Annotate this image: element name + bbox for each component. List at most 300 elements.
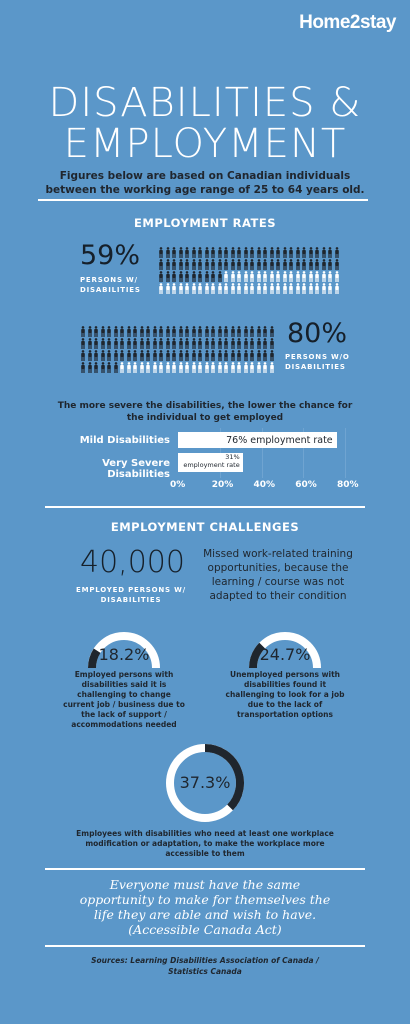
axis-tick-label: 40% xyxy=(253,480,276,490)
person-icon xyxy=(223,334,229,345)
person-icon xyxy=(184,334,190,345)
person-icon xyxy=(145,334,151,345)
divider xyxy=(45,868,365,870)
desc-line: modification or adaptation, to make the workplace more xyxy=(85,839,325,848)
desc-line: Employees with disabilities who need at least one workplace xyxy=(76,829,334,838)
people-grid-without xyxy=(80,322,275,369)
person-icon xyxy=(210,255,216,266)
person-icon xyxy=(230,243,236,254)
person-icon xyxy=(100,334,106,345)
desc-line: challenging to change xyxy=(77,690,171,699)
page-title-line2: EMPLOYMENT xyxy=(63,121,347,167)
person-icon xyxy=(256,358,262,369)
person-icon xyxy=(171,334,177,345)
person-icon xyxy=(230,255,236,266)
person-icon xyxy=(158,334,164,345)
person-icon xyxy=(204,358,210,369)
person-icon xyxy=(119,334,125,345)
person-icon xyxy=(210,243,216,254)
person-icon xyxy=(308,279,314,290)
person-icon xyxy=(223,322,229,333)
person-icon xyxy=(184,358,190,369)
person-icon xyxy=(93,334,99,345)
desc-line: current job / business due to xyxy=(63,700,185,709)
person-icon xyxy=(191,279,197,290)
person-icon xyxy=(178,279,184,290)
person-icon xyxy=(87,322,93,333)
person-icon xyxy=(217,322,223,333)
desc-line: accessible to them xyxy=(165,849,245,858)
desc-line: transportation options xyxy=(237,710,333,719)
person-icon xyxy=(204,346,210,357)
person-icon xyxy=(191,255,197,266)
severity-bar-chart xyxy=(0,428,410,494)
person-icon xyxy=(321,267,327,278)
person-icon xyxy=(217,358,223,369)
person-icon xyxy=(171,267,177,278)
donut-2-pct: 24.7% xyxy=(259,645,311,664)
person-icon xyxy=(314,267,320,278)
person-icon xyxy=(204,267,210,278)
person-icon xyxy=(230,358,236,369)
person-icon xyxy=(197,334,203,345)
person-icon xyxy=(152,322,158,333)
person-icon xyxy=(152,346,158,357)
person-icon xyxy=(178,243,184,254)
person-icon xyxy=(204,279,210,290)
person-icon xyxy=(236,358,242,369)
person-icon xyxy=(217,243,223,254)
desc-line: disabilities found it xyxy=(243,680,327,689)
desc-line: learning / course was not xyxy=(211,576,345,588)
person-icon xyxy=(178,322,184,333)
person-icon xyxy=(327,255,333,266)
person-icon xyxy=(191,267,197,278)
person-icon xyxy=(334,279,340,290)
person-icon xyxy=(87,358,93,369)
person-icon xyxy=(275,255,281,266)
person-icon xyxy=(230,267,236,278)
person-icon xyxy=(197,346,203,357)
desc-line: adapted to their condition xyxy=(209,590,347,602)
person-icon xyxy=(223,358,229,369)
person-icon xyxy=(275,267,281,278)
person-icon xyxy=(171,322,177,333)
person-icon xyxy=(197,267,203,278)
person-icon xyxy=(230,322,236,333)
person-icon xyxy=(158,322,164,333)
desc-line: Missed work-related training xyxy=(203,548,353,560)
person-icon xyxy=(191,358,197,369)
person-icon xyxy=(256,279,262,290)
person-icon xyxy=(80,334,86,345)
person-icon xyxy=(178,334,184,345)
person-icon xyxy=(282,255,288,266)
person-icon xyxy=(230,334,236,345)
label-line: DISABILITIES xyxy=(80,286,141,294)
person-icon xyxy=(321,243,327,254)
person-icon xyxy=(178,267,184,278)
person-icon xyxy=(249,267,255,278)
label-line: DISABILITIES xyxy=(285,363,346,371)
person-icon xyxy=(269,243,275,254)
label-line: PERSONS W/O xyxy=(285,353,350,361)
person-icon xyxy=(230,346,236,357)
person-icon xyxy=(334,267,340,278)
person-icon xyxy=(93,358,99,369)
person-icon xyxy=(132,322,138,333)
person-icon xyxy=(165,267,171,278)
challenge-count-desc xyxy=(198,547,358,603)
person-icon xyxy=(249,243,255,254)
intro-line: between the working age range of 25 to 64 years old. xyxy=(45,184,365,196)
desc-line: challenging to look for a job xyxy=(225,690,345,699)
person-icon xyxy=(243,243,249,254)
person-icon xyxy=(204,322,210,333)
person-icon xyxy=(145,358,151,369)
person-icon xyxy=(210,322,216,333)
person-icon xyxy=(269,322,275,333)
person-icon xyxy=(165,322,171,333)
label-line: PERSONS W/ xyxy=(80,276,138,284)
person-icon xyxy=(126,334,132,345)
brand-logo xyxy=(299,12,396,34)
person-icon xyxy=(171,243,177,254)
person-icon xyxy=(275,243,281,254)
person-icon xyxy=(210,346,216,357)
challenge-count: 40,000 xyxy=(80,545,185,580)
person-icon xyxy=(262,322,268,333)
person-icon xyxy=(308,243,314,254)
person-icon xyxy=(184,322,190,333)
person-icon xyxy=(262,334,268,345)
person-icon xyxy=(334,255,340,266)
person-icon xyxy=(100,346,106,357)
person-icon xyxy=(256,267,262,278)
person-icon xyxy=(93,346,99,357)
person-icon xyxy=(197,358,203,369)
person-icon xyxy=(204,255,210,266)
person-icon xyxy=(256,346,262,357)
person-icon xyxy=(262,255,268,266)
donut-2-desc xyxy=(218,670,352,720)
person-icon xyxy=(269,267,275,278)
desc-line: disabilities said it is xyxy=(81,680,167,689)
person-icon xyxy=(197,243,203,254)
person-icon xyxy=(249,255,255,266)
bar-mild xyxy=(178,432,337,448)
person-icon xyxy=(243,279,249,290)
person-icon xyxy=(165,255,171,266)
person-icon xyxy=(269,279,275,290)
person-icon xyxy=(113,322,119,333)
desc-line: due to the lack of xyxy=(247,700,323,709)
person-icon xyxy=(158,346,164,357)
person-icon xyxy=(249,358,255,369)
person-icon xyxy=(204,334,210,345)
person-icon xyxy=(106,346,112,357)
intro-line: Figures below are based on Canadian individuals xyxy=(59,170,351,182)
person-icon xyxy=(165,358,171,369)
rate-without-label xyxy=(285,352,350,372)
person-icon xyxy=(80,346,86,357)
person-icon xyxy=(314,243,320,254)
person-icon xyxy=(113,346,119,357)
person-icon xyxy=(223,243,229,254)
person-icon xyxy=(282,243,288,254)
donut-1-pct: 18.2% xyxy=(98,645,150,664)
severity-line: the individual to get employed xyxy=(126,413,284,423)
person-icon xyxy=(256,243,262,254)
person-icon xyxy=(210,358,216,369)
person-icon xyxy=(243,255,249,266)
person-icon xyxy=(269,334,275,345)
person-icon xyxy=(126,322,132,333)
person-icon xyxy=(158,267,164,278)
bar-category-label: Very Severe Disabilities xyxy=(102,458,170,480)
person-icon xyxy=(119,322,125,333)
person-icon xyxy=(295,243,301,254)
person-icon xyxy=(210,267,216,278)
person-icon xyxy=(197,279,203,290)
person-icon xyxy=(243,322,249,333)
person-icon xyxy=(282,279,288,290)
person-icon xyxy=(106,358,112,369)
people-grid-with xyxy=(158,243,340,290)
brand-name: Home2stay xyxy=(299,12,396,33)
person-icon xyxy=(295,267,301,278)
person-icon xyxy=(171,255,177,266)
person-icon xyxy=(288,267,294,278)
person-icon xyxy=(126,346,132,357)
person-icon xyxy=(158,279,164,290)
intro-text xyxy=(0,169,410,197)
desc-line: the lack of support / xyxy=(81,710,167,719)
donut-3-desc xyxy=(0,829,410,859)
person-icon xyxy=(139,334,145,345)
rate-with-label xyxy=(80,275,141,295)
divider xyxy=(45,506,365,508)
person-icon xyxy=(184,279,190,290)
person-icon xyxy=(191,322,197,333)
person-icon xyxy=(301,279,307,290)
donut-1-desc xyxy=(60,670,188,730)
donut-3-pct: 37.3% xyxy=(179,773,231,792)
severity-line: The more severe the disabilities, the lower the chance for xyxy=(57,401,353,411)
divider xyxy=(45,945,365,947)
person-icon xyxy=(288,243,294,254)
person-icon xyxy=(191,334,197,345)
person-icon xyxy=(132,334,138,345)
bar-category-label: Mild Disabilities xyxy=(79,435,170,446)
person-icon xyxy=(113,358,119,369)
person-icon xyxy=(158,243,164,254)
person-icon xyxy=(230,279,236,290)
desc-line: accommodations needed xyxy=(71,720,177,729)
person-icon xyxy=(249,279,255,290)
person-icon xyxy=(204,243,210,254)
person-icon xyxy=(249,322,255,333)
person-icon xyxy=(236,346,242,357)
person-icon xyxy=(295,279,301,290)
person-icon xyxy=(87,334,93,345)
sources xyxy=(0,955,410,977)
person-icon xyxy=(236,279,242,290)
person-icon xyxy=(171,346,177,357)
person-icon xyxy=(269,255,275,266)
axis-tick-label: 80% xyxy=(337,480,359,490)
rate-without-pct: 80% xyxy=(287,318,348,349)
person-icon xyxy=(165,334,171,345)
person-icon xyxy=(288,255,294,266)
person-icon xyxy=(106,334,112,345)
person-icon xyxy=(210,334,216,345)
person-icon xyxy=(80,358,86,369)
person-icon xyxy=(184,346,190,357)
person-icon xyxy=(321,255,327,266)
person-icon xyxy=(217,346,223,357)
person-icon xyxy=(301,243,307,254)
person-icon xyxy=(243,346,249,357)
person-icon xyxy=(184,243,190,254)
person-icon xyxy=(191,346,197,357)
person-icon xyxy=(223,255,229,266)
person-icon xyxy=(301,267,307,278)
sources-line: Statistics Canada xyxy=(168,967,242,976)
severity-text xyxy=(0,400,410,424)
person-icon xyxy=(236,334,242,345)
person-icon xyxy=(217,267,223,278)
person-icon xyxy=(256,255,262,266)
axis-tick-label: 60% xyxy=(295,480,317,490)
person-icon xyxy=(210,279,216,290)
person-icon xyxy=(80,322,86,333)
person-icon xyxy=(165,279,171,290)
quote xyxy=(0,877,410,937)
axis-tick-label: 20% xyxy=(211,480,234,490)
person-icon xyxy=(178,255,184,266)
bar-data-label: 31% xyxy=(225,453,240,461)
person-icon xyxy=(171,358,177,369)
sources-line: Sources: Learning Disabilities Association of Canada / xyxy=(91,956,319,965)
person-icon xyxy=(139,358,145,369)
person-icon xyxy=(165,346,171,357)
section-heading-rates: EMPLOYMENT RATES xyxy=(134,216,276,230)
bar-data-label: employment rate xyxy=(183,461,240,469)
person-icon xyxy=(295,255,301,266)
person-icon xyxy=(197,322,203,333)
desc-line: opportunities, because the xyxy=(207,562,349,574)
person-icon xyxy=(217,279,223,290)
person-icon xyxy=(236,267,242,278)
person-icon xyxy=(87,346,93,357)
person-icon xyxy=(139,322,145,333)
person-icon xyxy=(288,279,294,290)
section-heading-challenges: EMPLOYMENT CHALLENGES xyxy=(110,520,300,534)
quote-line: life they are able and wish to have. xyxy=(93,907,317,922)
person-icon xyxy=(262,358,268,369)
person-icon xyxy=(132,358,138,369)
person-icon xyxy=(314,255,320,266)
person-icon xyxy=(217,334,223,345)
person-icon xyxy=(152,358,158,369)
person-icon xyxy=(249,346,255,357)
person-icon xyxy=(334,243,340,254)
person-icon xyxy=(145,322,151,333)
person-icon xyxy=(243,358,249,369)
quote-line: opportunity to make for themselves the xyxy=(79,892,331,907)
person-icon xyxy=(262,243,268,254)
person-icon xyxy=(308,267,314,278)
challenge-count-label xyxy=(76,585,186,605)
person-icon xyxy=(327,279,333,290)
person-icon xyxy=(301,255,307,266)
person-icon xyxy=(152,334,158,345)
person-icon xyxy=(184,267,190,278)
person-icon xyxy=(327,243,333,254)
person-icon xyxy=(106,322,112,333)
person-icon xyxy=(100,322,106,333)
person-icon xyxy=(113,334,119,345)
person-icon xyxy=(223,346,229,357)
person-icon xyxy=(223,267,229,278)
label-line: EMPLOYED PERSONS W/ xyxy=(76,586,186,594)
bar-data-label: 76% employment rate xyxy=(226,435,333,446)
person-icon xyxy=(236,255,242,266)
person-icon xyxy=(158,255,164,266)
person-icon xyxy=(262,346,268,357)
person-icon xyxy=(184,255,190,266)
person-icon xyxy=(178,358,184,369)
person-icon xyxy=(132,346,138,357)
person-icon xyxy=(126,358,132,369)
person-icon xyxy=(93,322,99,333)
desc-line: Unemployed persons with xyxy=(230,670,340,679)
person-icon xyxy=(236,243,242,254)
bar-very-severe xyxy=(178,453,243,472)
person-icon xyxy=(256,334,262,345)
person-icon xyxy=(217,255,223,266)
person-icon xyxy=(275,279,281,290)
person-icon xyxy=(321,279,327,290)
person-icon xyxy=(308,255,314,266)
desc-line: Employed persons with xyxy=(74,670,174,679)
person-icon xyxy=(119,358,125,369)
person-icon xyxy=(178,346,184,357)
divider xyxy=(38,199,368,201)
person-icon xyxy=(165,243,171,254)
page-title-line1: DISABILITIES & xyxy=(48,80,362,126)
person-icon xyxy=(262,279,268,290)
person-icon xyxy=(100,358,106,369)
person-icon xyxy=(191,243,197,254)
person-icon xyxy=(314,279,320,290)
person-icon xyxy=(236,322,242,333)
person-icon xyxy=(269,358,275,369)
person-icon xyxy=(262,267,268,278)
person-icon xyxy=(327,267,333,278)
rate-with-pct: 59% xyxy=(80,240,141,271)
axis-tick-label: 0% xyxy=(170,480,186,490)
person-icon xyxy=(119,346,125,357)
person-icon xyxy=(243,267,249,278)
person-icon xyxy=(249,334,255,345)
person-icon xyxy=(145,346,151,357)
person-icon xyxy=(243,334,249,345)
person-icon xyxy=(158,358,164,369)
quote-line: (Accessible Canada Act) xyxy=(128,922,282,937)
person-icon xyxy=(197,255,203,266)
